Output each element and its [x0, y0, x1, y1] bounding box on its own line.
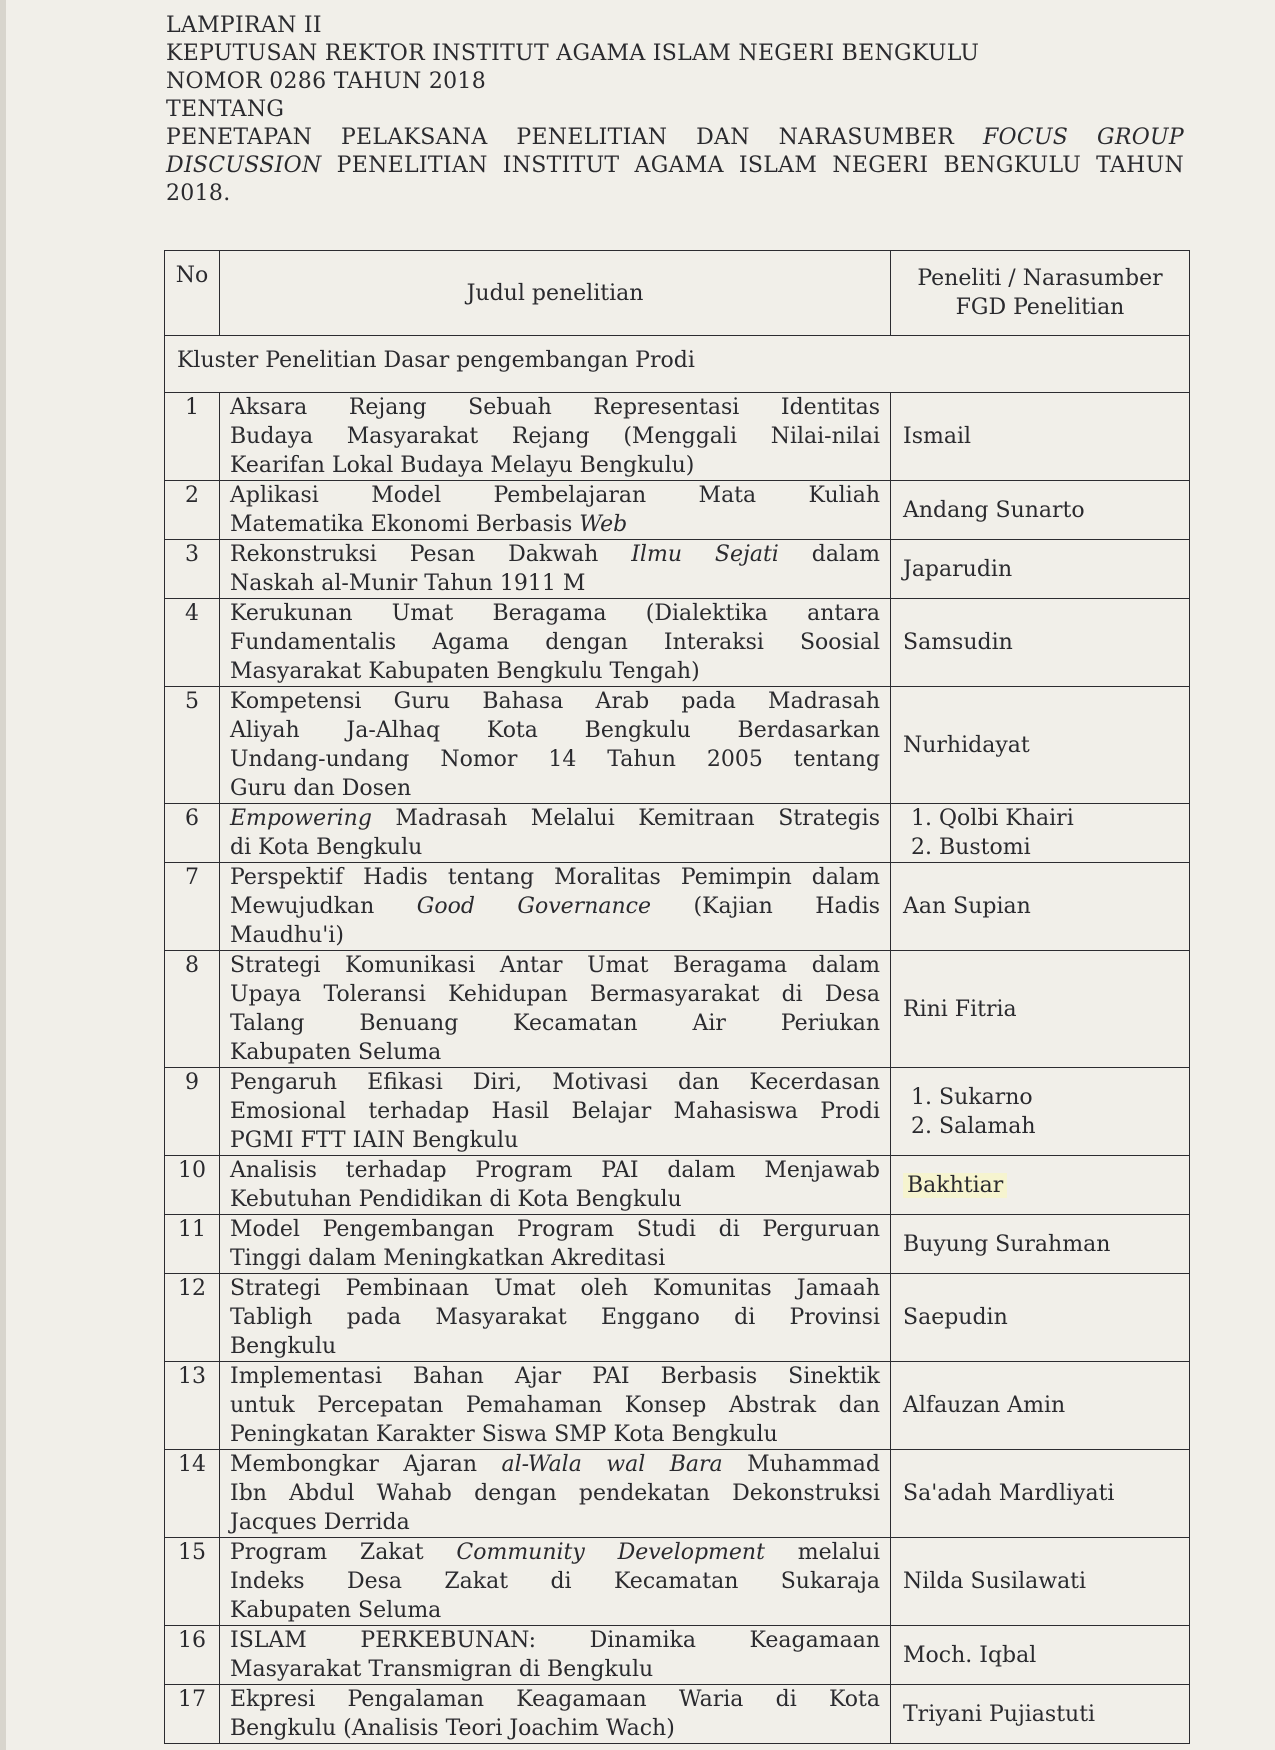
research-title	[220, 393, 891, 481]
title-text: (Kajian Hadis	[693, 894, 881, 919]
title-line: Bengkulu	[230, 1334, 337, 1359]
row-number: 5	[165, 687, 220, 804]
researcher-name: Aan Supian	[903, 894, 1031, 919]
table-row	[165, 804, 1190, 863]
researcher-cell	[891, 393, 1190, 481]
title-text: melalui	[797, 1540, 880, 1565]
header-line-tentang: TENTANG	[166, 97, 285, 122]
researcher-name: Nurhidayat	[903, 732, 1030, 758]
page-edge	[0, 0, 6, 1750]
researcher-cell	[891, 1626, 1190, 1685]
title-line: Kearifan Lokal Budaya Melayu Bengkulu)	[230, 453, 695, 478]
researcher-list	[903, 1083, 1189, 1141]
research-title	[220, 863, 891, 951]
table-row	[165, 1685, 1190, 1744]
table-row	[165, 1215, 1190, 1274]
researcher-name: Japarudin	[903, 556, 1013, 582]
title-line: Emosional terhadap Hasil Belajar Mahasiswa Prodi	[230, 1099, 880, 1124]
title-line: Masyarakat Transmigran di Bengkulu	[230, 1657, 654, 1682]
researcher-name: Bakhtiar	[903, 1173, 1007, 1198]
title-text: Muhammad	[747, 1452, 880, 1477]
table-row	[165, 1450, 1190, 1538]
row-number: 16	[165, 1626, 220, 1685]
table-row	[165, 951, 1190, 1068]
table-row	[165, 1538, 1190, 1626]
title-line: Kebutuhan Pendidikan di Kota Bengkulu	[230, 1187, 682, 1212]
title-line: Talang Benuang Kecamatan Air Periukan	[230, 1011, 880, 1036]
researcher-name: Andang Sunarto	[903, 497, 1085, 523]
column-header-peneliti	[891, 251, 1190, 336]
title-line: PGMI FTT IAIN Bengkulu	[230, 1128, 519, 1153]
research-title	[220, 804, 891, 863]
title-line: Jacques Derrida	[230, 1510, 410, 1535]
title-line: Pengaruh Efikasi Diri, Motivasi dan Kecerdasan	[230, 1070, 880, 1095]
cluster-row	[165, 336, 1190, 393]
column-header-peneliti-line1: Peneliti / Narasumber	[917, 266, 1163, 291]
header-line-penetapan	[166, 124, 1184, 152]
research-title	[220, 1215, 891, 1274]
researcher-cell	[891, 804, 1190, 863]
header-line-lampiran: LAMPIRAN II	[166, 13, 322, 38]
researcher-cell	[891, 1068, 1190, 1156]
researcher-cell	[891, 599, 1190, 687]
title-text: Rekonstruksi Pesan Dakwah	[230, 542, 599, 567]
researcher-name: Nilda Susilawati	[903, 1569, 1087, 1594]
research-title	[220, 1538, 891, 1626]
row-number: 2	[165, 481, 220, 540]
researcher-name: Moch. Iqbal	[903, 1642, 1037, 1668]
research-title	[220, 540, 891, 599]
title-line: Perspektif Hadis tentang Moralitas Pemimpin dalam	[230, 865, 880, 890]
title-line: Analisis terhadap Program PAI dalam Menjawab	[230, 1158, 880, 1183]
researcher-name: Ismail	[903, 424, 972, 449]
table-row	[165, 1156, 1190, 1215]
row-number: 7	[165, 863, 220, 951]
column-header-no: No	[165, 251, 220, 336]
title-line: Ibn Abdul Wahab dengan pendekatan Dekonstruksi	[230, 1481, 880, 1506]
header-line-keputusan: KEPUTUSAN REKTOR INSTITUT AGAMA ISLAM NEGERI BENGKULU	[166, 41, 980, 66]
researcher-name: Sa'adah Mardliyati	[903, 1481, 1115, 1506]
research-title	[220, 1450, 891, 1538]
title-line: Implementasi Bahan Ajar PAI Berbasis Sinektik	[230, 1364, 880, 1389]
table-header-row	[165, 251, 1190, 336]
researcher-cell	[891, 1156, 1190, 1215]
table-row	[165, 863, 1190, 951]
title-line: Masyarakat Kabupaten Bengkulu Tengah)	[230, 659, 700, 684]
research-title	[220, 1274, 891, 1362]
row-number: 15	[165, 1538, 220, 1626]
title-italic: Good Governance	[416, 894, 651, 919]
title-line: Strategi Komunikasi Antar Umat Beragama dalam	[230, 953, 880, 978]
table-row	[165, 481, 1190, 540]
title-line: Strategi Pembinaan Umat oleh Komunitas Jamaah	[230, 1276, 880, 1301]
table-row	[165, 540, 1190, 599]
title-line: Kabupaten Seluma	[230, 1598, 442, 1623]
title-italic: Ilmu Sejati	[631, 542, 779, 567]
research-title	[220, 1156, 891, 1215]
title-line	[230, 1538, 880, 1567]
research-title	[220, 599, 891, 687]
title-line: untuk Percepatan Pemahaman Konsep Abstrak dan	[230, 1393, 880, 1418]
researcher-cell	[891, 481, 1190, 540]
title-italic: al-Wala wal Bara	[501, 1452, 723, 1477]
title-text: Mewujudkan	[230, 894, 375, 919]
document-header	[166, 12, 1184, 208]
table-row	[165, 1068, 1190, 1156]
header-text: PENETAPAN PELAKSANA PENELITIAN DAN NARASUMBER	[166, 125, 955, 150]
title-line: ISLAM PERKEBUNAN: Dinamika Keagamaan	[230, 1628, 880, 1653]
table-row	[165, 1362, 1190, 1450]
research-title	[220, 951, 891, 1068]
title-line: Budaya Masyarakat Rejang (Menggali Nilai-nilai	[230, 424, 880, 449]
title-line: Aplikasi Model Pembelajaran Mata Kuliah	[230, 483, 880, 508]
table-row	[165, 599, 1190, 687]
research-table	[164, 250, 1190, 1744]
research-title	[220, 1362, 891, 1450]
title-line: Tinggi dalam Meningkatkan Akreditasi	[230, 1246, 666, 1271]
title-line	[230, 892, 880, 921]
title-italic: Empowering	[230, 806, 372, 831]
table-row	[165, 393, 1190, 481]
title-line: Kerukunan Umat Beragama (Dialektika antara	[230, 601, 880, 626]
header-italic: DISCUSSION	[166, 153, 322, 178]
researcher-cell	[891, 1685, 1190, 1744]
title-line: Upaya Toleransi Kehidupan Bermasyarakat di Desa	[230, 982, 880, 1007]
table-row	[165, 1626, 1190, 1685]
row-number: 3	[165, 540, 220, 599]
header-italic: FOCUS GROUP	[982, 125, 1185, 150]
title-italic: Web	[579, 512, 628, 537]
researcher-cell	[891, 687, 1190, 804]
column-header-judul: Judul penelitian	[220, 251, 891, 336]
title-line: di Kota Bengkulu	[230, 835, 423, 860]
research-title	[220, 481, 891, 540]
header-line-discussion	[166, 152, 1184, 180]
row-number: 10	[165, 1156, 220, 1215]
row-number: 13	[165, 1362, 220, 1450]
researcher-cell	[891, 1274, 1190, 1362]
researcher-cell	[891, 1362, 1190, 1450]
row-number: 4	[165, 599, 220, 687]
researcher-name: Saepudin	[903, 1305, 1008, 1330]
research-title	[220, 687, 891, 804]
title-line: Tabligh pada Masyarakat Enggano di Provinsi	[230, 1305, 880, 1330]
column-header-peneliti-line2: FGD Penelitian	[955, 295, 1125, 320]
title-text: dalam	[811, 542, 880, 567]
title-line	[230, 540, 880, 569]
researcher-cell	[891, 951, 1190, 1068]
researcher-cell	[891, 1538, 1190, 1626]
researcher-name: 1. Qolbi Khairi	[939, 804, 1189, 833]
title-line: Matematika Ekonomi Berbasis Web	[230, 512, 628, 537]
row-number: 14	[165, 1450, 220, 1538]
researcher-name: Buyung Surahman	[903, 1231, 1111, 1257]
researcher-name: 1. Sukarno	[939, 1083, 1189, 1112]
researcher-name: Samsudin	[903, 630, 1013, 655]
title-line: Fundamentalis Agama dengan Interaksi Soosial	[230, 630, 880, 655]
researcher-name: 2. Salamah	[939, 1112, 1189, 1141]
header-text: PENELITIAN INSTITUT AGAMA ISLAM NEGERI BENGKULU TAHUN	[336, 153, 1184, 178]
title-line: Maudhu'i)	[230, 923, 344, 948]
title-line: Peningkatan Karakter Siswa SMP Kota Bengkulu	[230, 1422, 778, 1447]
researcher-cell	[891, 863, 1190, 951]
cluster-label: Kluster Penelitian Dasar pengembangan Prodi	[165, 336, 1190, 393]
title-line: Indeks Desa Zakat di Kecamatan Sukaraja	[230, 1569, 880, 1594]
title-line: Kompetensi Guru Bahasa Arab pada Madrasah	[230, 689, 880, 714]
researcher-name: Rini Fitria	[903, 996, 1017, 1022]
title-italic: Community Development	[456, 1540, 765, 1565]
title-line	[230, 804, 880, 833]
research-title	[220, 1626, 891, 1685]
researcher-name: 2. Bustomi	[939, 833, 1189, 862]
researcher-name: Triyani Pujiastuti	[903, 1701, 1096, 1727]
title-line: Aliyah Ja-Alhaq Kota Bengkulu Berdasarkan	[230, 718, 880, 743]
researcher-name: Alfauzan Amin	[903, 1393, 1066, 1418]
title-line: Kabupaten Seluma	[230, 1040, 442, 1065]
header-line-nomor: NOMOR 0286 TAHUN 2018	[166, 69, 487, 94]
title-line: Undang-undang Nomor 14 Tahun 2005 tentang	[230, 747, 880, 772]
title-line: Model Pengembangan Program Studi di Perguruan	[230, 1217, 880, 1242]
title-text: Madrasah Melalui Kemitraan Strategis	[395, 806, 881, 831]
title-text: Membongkar Ajaran	[230, 1452, 478, 1477]
researcher-cell	[891, 1215, 1190, 1274]
title-line: Aksara Rejang Sebuah Representasi Identitas	[230, 395, 880, 420]
title-line: Bengkulu (Analisis Teori Joachim Wach)	[230, 1716, 675, 1741]
row-number: 11	[165, 1215, 220, 1274]
research-title	[220, 1685, 891, 1744]
title-line: Ekpresi Pengalaman Keagamaan Waria di Kota	[230, 1687, 880, 1712]
researcher-cell	[891, 1450, 1190, 1538]
row-number: 8	[165, 951, 220, 1068]
title-text: Program Zakat	[230, 1540, 424, 1565]
researcher-list	[903, 804, 1189, 862]
table-row	[165, 1274, 1190, 1362]
row-number: 17	[165, 1685, 220, 1744]
row-number: 6	[165, 804, 220, 863]
table-row	[165, 687, 1190, 804]
research-title	[220, 1068, 891, 1156]
row-number: 12	[165, 1274, 220, 1362]
row-number: 1	[165, 393, 220, 481]
title-line	[230, 1450, 880, 1479]
header-line-year: 2018.	[166, 181, 231, 206]
title-line: Guru dan Dosen	[230, 776, 412, 801]
row-number: 9	[165, 1068, 220, 1156]
researcher-cell	[891, 540, 1190, 599]
title-line: Naskah al-Munir Tahun 1911 M	[230, 571, 586, 596]
